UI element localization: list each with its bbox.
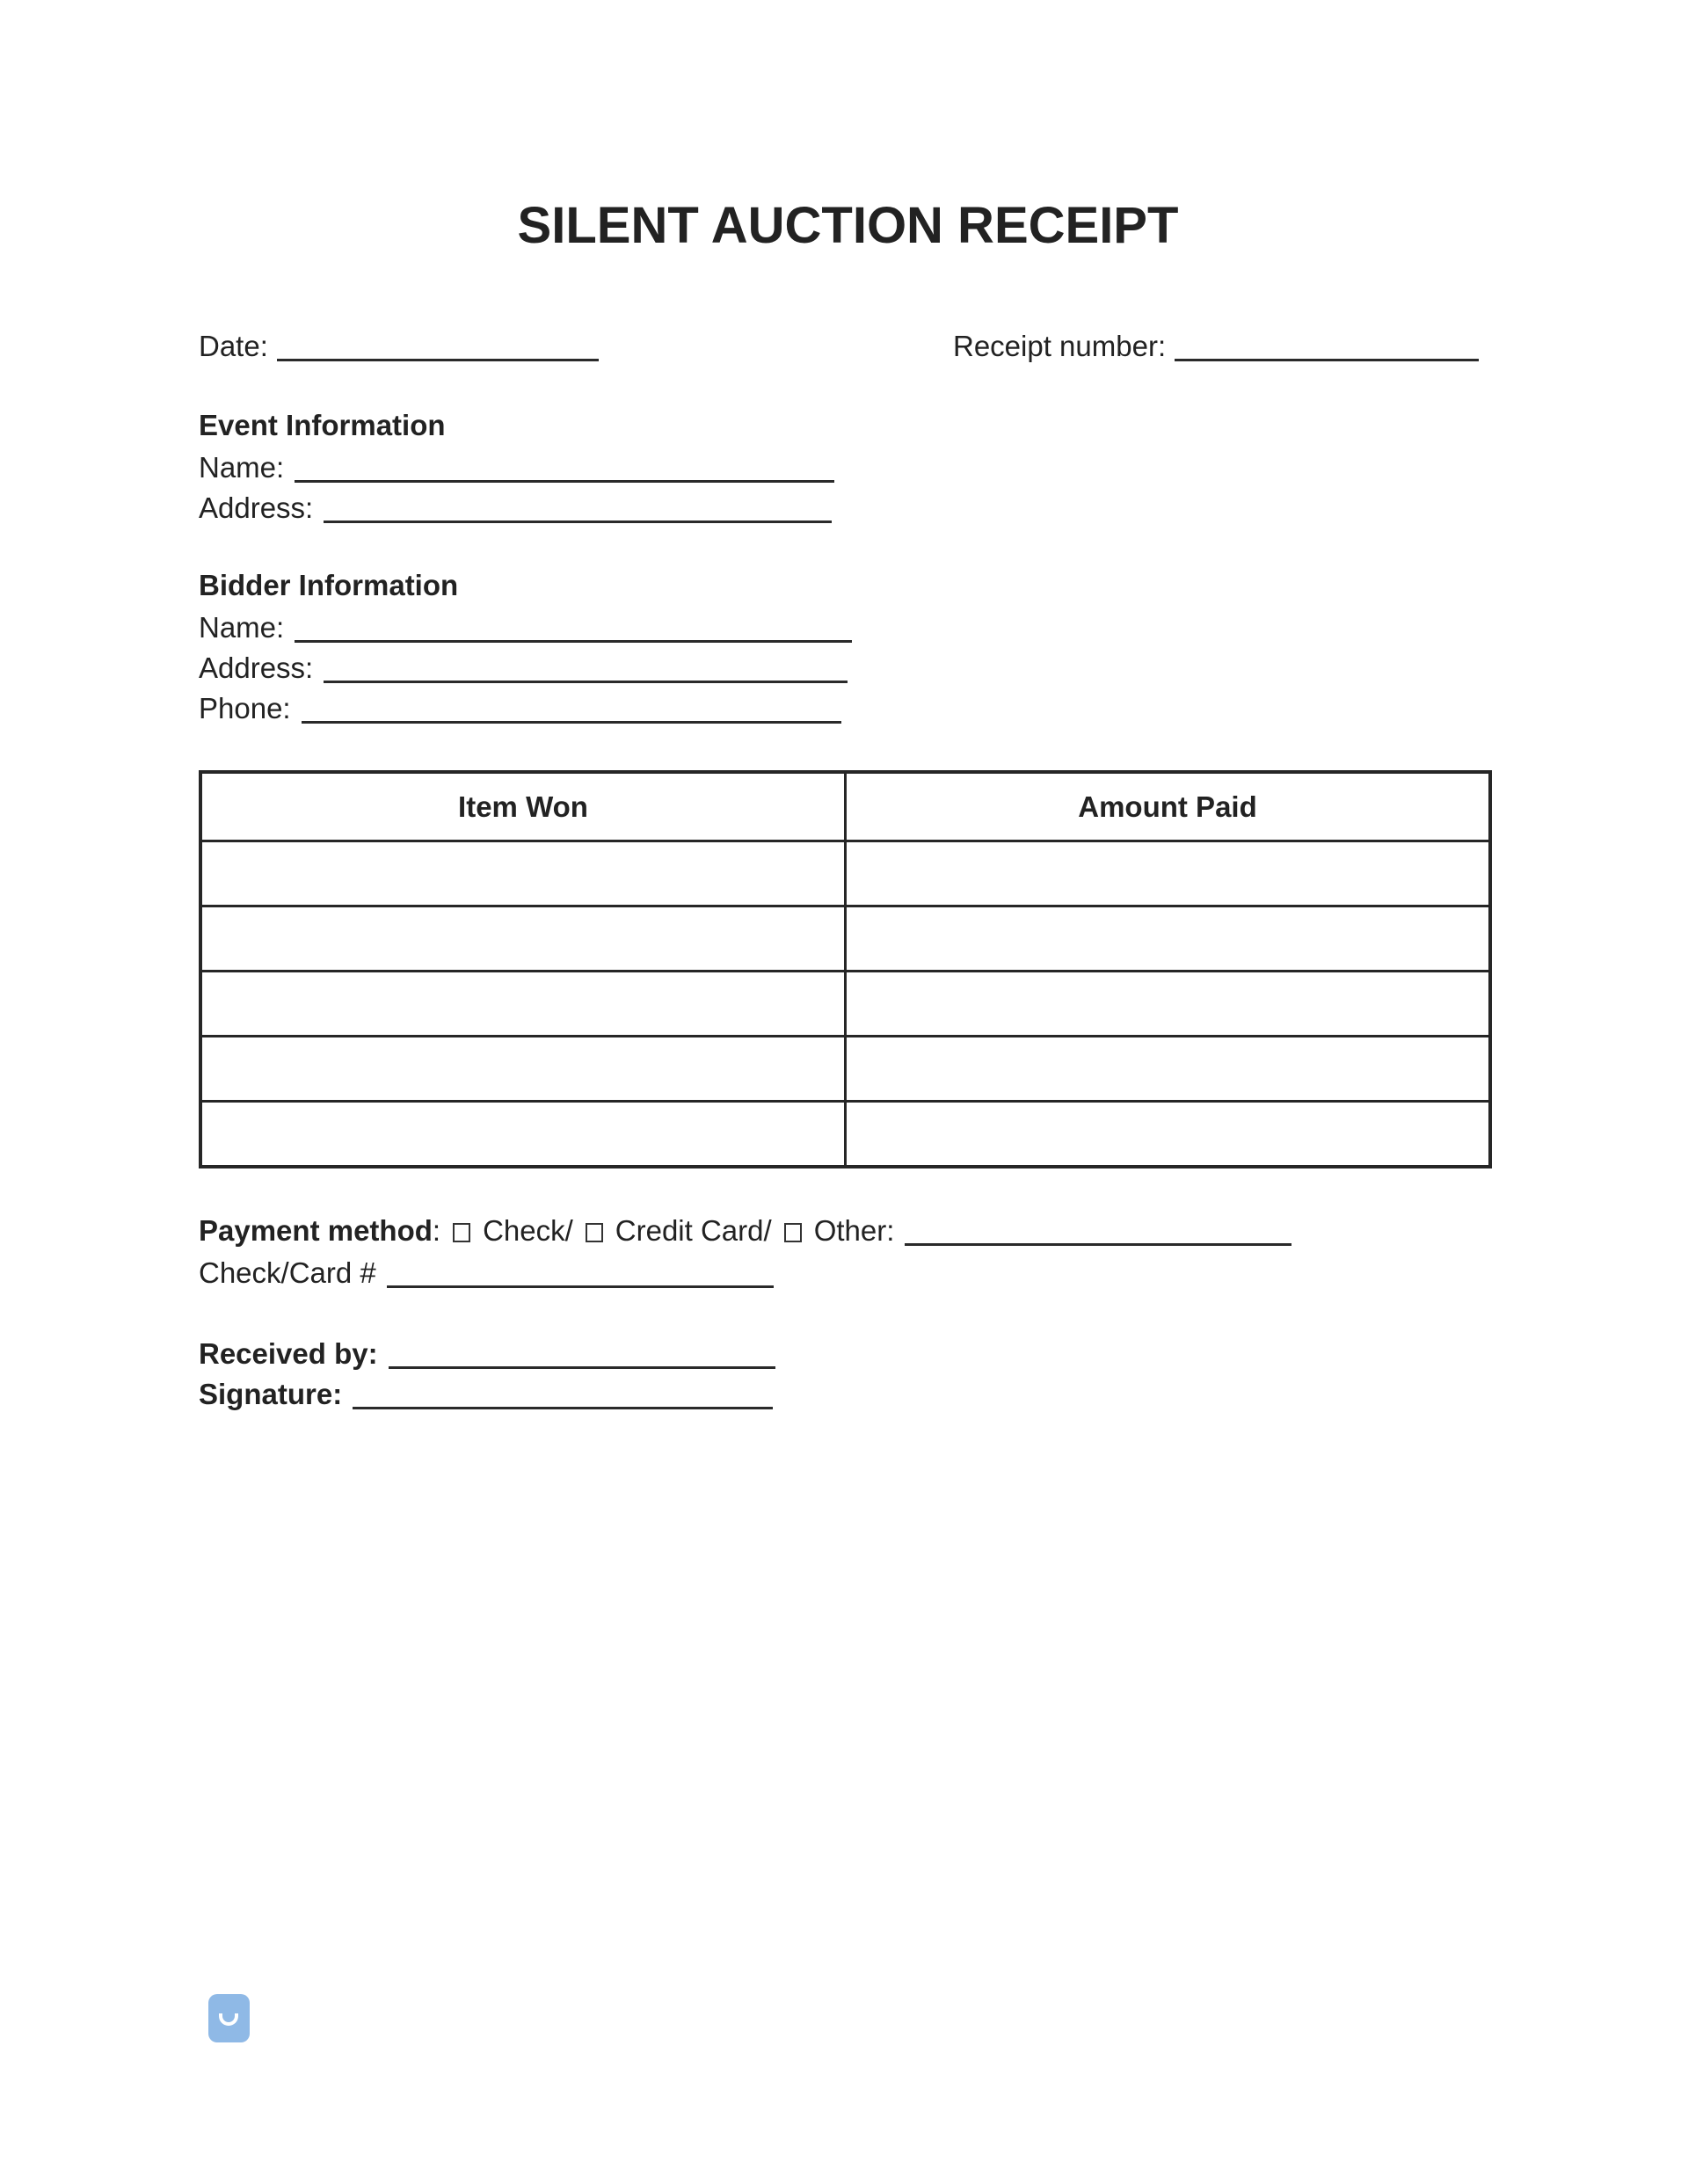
check-card-number-field <box>199 1254 774 1291</box>
check-checkbox[interactable] <box>453 1223 470 1242</box>
smile-logo-icon <box>208 1994 250 2042</box>
option-separator: / <box>763 1214 772 1247</box>
item-won-cell[interactable] <box>200 906 846 972</box>
table-row <box>200 906 1490 972</box>
event-address-field <box>199 489 832 526</box>
column-header-amount-paid: Amount Paid <box>846 772 1491 841</box>
table-row <box>200 972 1490 1037</box>
event-name-input-line[interactable] <box>295 454 834 483</box>
receipt-number-label: Receipt number: <box>953 330 1167 362</box>
signature-input-line[interactable] <box>353 1380 773 1409</box>
amount-paid-cell[interactable] <box>846 1102 1491 1168</box>
receipt-number-field <box>953 327 1479 364</box>
payment-method-field <box>199 1212 1291 1249</box>
date-field <box>199 327 599 364</box>
items-won-table <box>199 770 1492 1168</box>
column-header-item-won: Item Won <box>200 772 846 841</box>
table-header-row <box>200 772 1490 841</box>
signature-field <box>199 1375 773 1412</box>
amount-paid-cell[interactable] <box>846 841 1491 906</box>
date-input-line[interactable] <box>277 332 599 361</box>
bidder-address-input-line[interactable] <box>324 654 848 683</box>
payment-method-colon: : <box>432 1214 441 1247</box>
bidder-phone-field <box>199 689 841 726</box>
received-by-input-line[interactable] <box>389 1340 775 1369</box>
bidder-address-label: Address: <box>199 652 314 684</box>
payment-method-label: Payment method <box>199 1214 433 1247</box>
other-checkbox[interactable] <box>784 1223 802 1242</box>
item-won-cell[interactable] <box>200 972 846 1037</box>
check-option-label: Check <box>483 1214 565 1247</box>
credit-card-checkbox[interactable] <box>586 1223 603 1242</box>
event-address-input-line[interactable] <box>324 494 832 523</box>
date-label: Date: <box>199 330 268 362</box>
document-title: SILENT AUCTION RECEIPT <box>517 197 1179 254</box>
event-name-label: Name: <box>199 451 285 484</box>
table-row <box>200 841 1490 906</box>
event-address-label: Address: <box>199 491 314 524</box>
bidder-phone-label: Phone: <box>199 692 291 724</box>
other-option-label: Other: <box>813 1214 895 1247</box>
event-name-field <box>199 448 834 485</box>
received-by-label: Received by: <box>199 1337 378 1370</box>
item-won-cell[interactable] <box>200 841 846 906</box>
option-separator: / <box>564 1214 573 1247</box>
event-information-heading: Event Information <box>199 409 446 441</box>
bidder-phone-input-line[interactable] <box>302 695 841 724</box>
bidder-information-heading: Bidder Information <box>199 569 459 601</box>
smile-icon <box>219 2013 238 2026</box>
item-won-cell[interactable] <box>200 1102 846 1168</box>
other-input-line[interactable] <box>905 1217 1291 1246</box>
item-won-cell[interactable] <box>200 1037 846 1102</box>
check-card-number-label: Check/Card # <box>199 1256 376 1289</box>
bidder-address-field <box>199 649 848 686</box>
credit-card-option-label: Credit Card <box>615 1214 764 1247</box>
table-row <box>200 1102 1490 1168</box>
check-card-number-input-line[interactable] <box>387 1259 774 1288</box>
bidder-name-label: Name: <box>199 611 285 644</box>
amount-paid-cell[interactable] <box>846 972 1491 1037</box>
amount-paid-cell[interactable] <box>846 906 1491 972</box>
bidder-name-input-line[interactable] <box>295 614 852 643</box>
signature-label: Signature: <box>199 1378 343 1410</box>
amount-paid-cell[interactable] <box>846 1037 1491 1102</box>
received-by-field <box>199 1335 775 1372</box>
bidder-name-field <box>199 608 852 645</box>
receipt-number-input-line[interactable] <box>1175 332 1479 361</box>
table-row <box>200 1037 1490 1102</box>
